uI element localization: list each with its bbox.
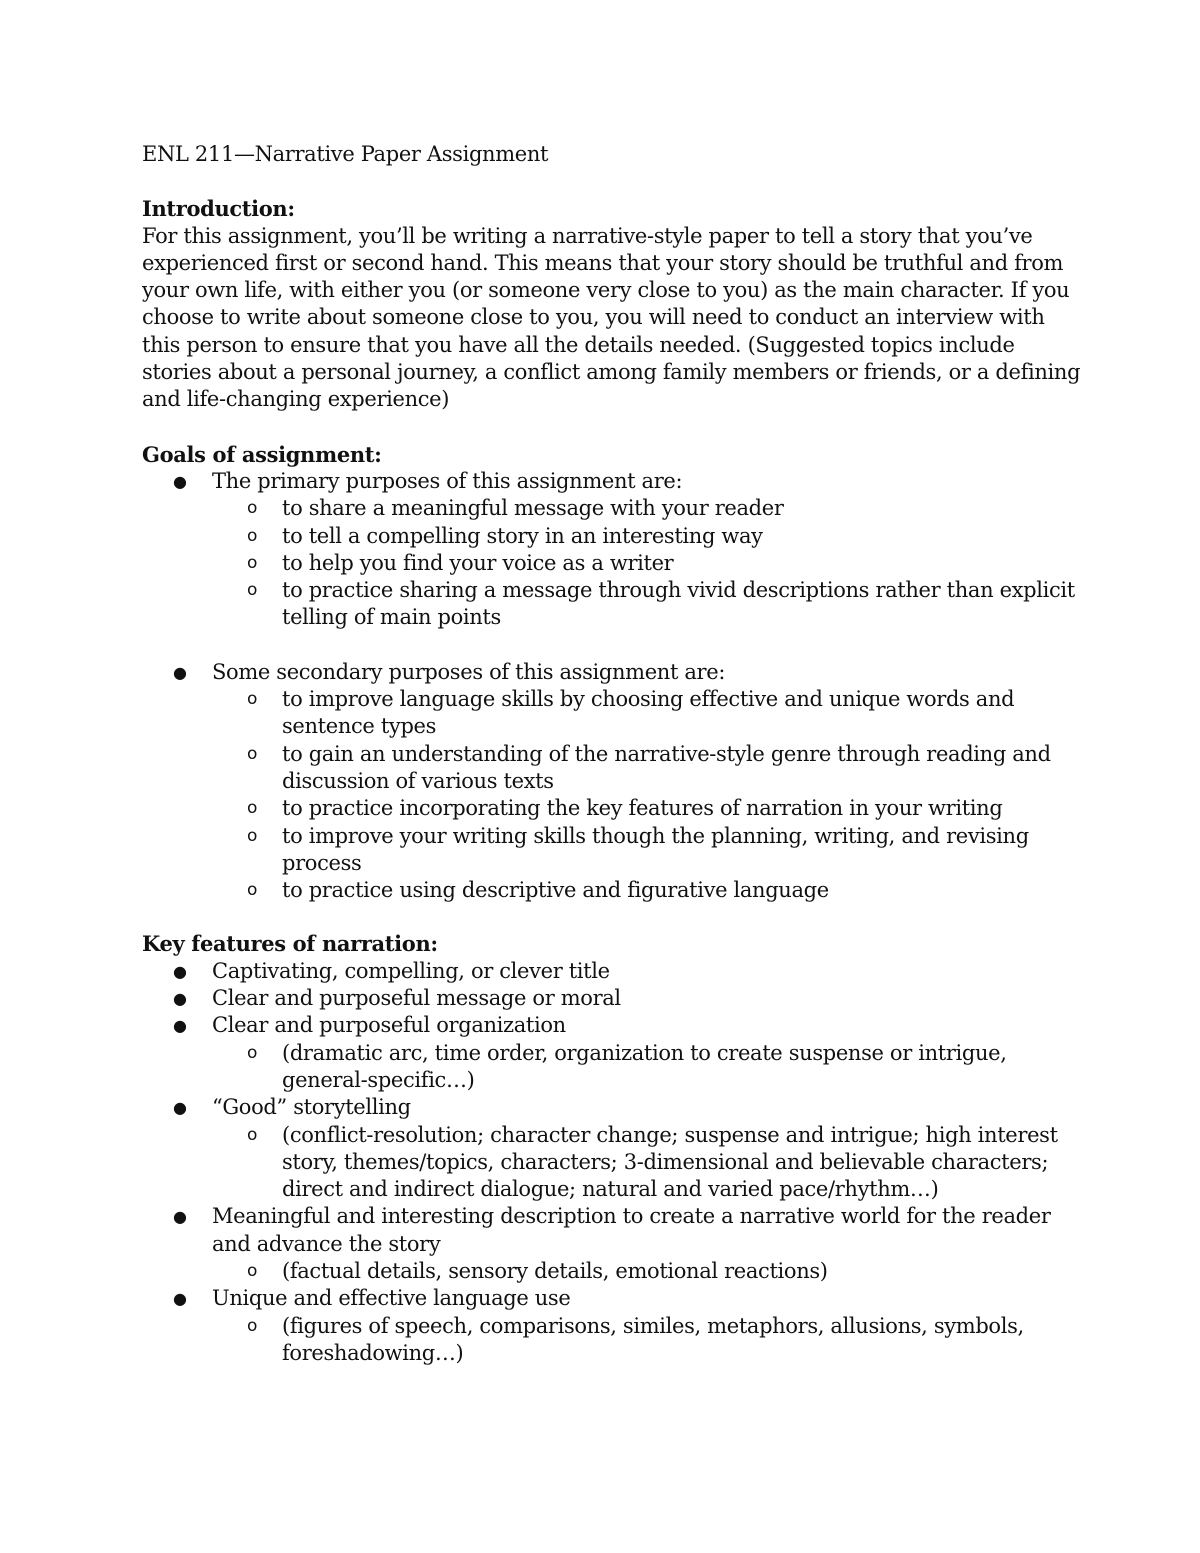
section-spacer <box>142 904 1082 930</box>
sub-list-item <box>212 1122 1082 1204</box>
circle-bullet-icon: o <box>247 1124 258 1145</box>
circle-bullet-icon: o <box>247 525 258 546</box>
document-page <box>142 141 1082 1367</box>
sub-item-text: (factual details, sensory details, emotional reactions) <box>282 1258 828 1283</box>
sub-list-item <box>212 577 1082 632</box>
feature-item <box>142 1203 1082 1285</box>
sub-list-item <box>212 877 1082 904</box>
bullet-icon: ● <box>173 1098 187 1118</box>
introduction-heading: Introduction: <box>142 196 295 222</box>
feature-item <box>142 985 1082 1012</box>
primary-purposes-item <box>142 468 1082 632</box>
feature-item <box>142 1012 1082 1094</box>
list-spacer <box>142 632 1082 659</box>
circle-bullet-icon: o <box>247 689 258 710</box>
sub-list-item <box>212 1313 1082 1368</box>
sub-list-item <box>212 1258 1082 1285</box>
sub-item-text: to practice incorporating the key features of narration in your writing <box>282 796 1003 821</box>
sub-list-item <box>212 795 1082 822</box>
circle-bullet-icon: o <box>247 1315 258 1336</box>
bullet-icon: ● <box>173 662 187 682</box>
feature-sublist <box>212 1040 1082 1095</box>
sub-list-item <box>212 523 1082 550</box>
bullet-icon: ● <box>173 1207 187 1227</box>
goals-heading: Goals of assignment: <box>142 441 382 467</box>
circle-bullet-icon: o <box>247 880 258 901</box>
sub-list-item <box>212 495 1082 522</box>
sub-list-item <box>212 741 1082 796</box>
introduction-text: For this assignment, you’ll be writing a narrative-style paper to tell a story that you’ve experienced first or second hand. This means that your story should be truthful and from your own life, with either you (or someone very close to you) as the main character. If you choose to write about someone close to you, you will need to conduct an interview with this person to ensure that you have all the details needed. (Suggested topics include stories about a personal journey, a conflict among family members or friends, or a defining and life-changing experience) <box>142 223 1081 412</box>
sub-item-text: to improve your writing skills though the planning, writing, and revising process <box>282 823 1029 875</box>
circle-bullet-icon: o <box>247 1260 258 1281</box>
feature-label: Clear and purposeful organization <box>212 1013 566 1038</box>
primary-purposes-sublist <box>212 495 1082 631</box>
goals-list <box>142 468 1082 904</box>
sub-list-item <box>212 823 1082 878</box>
circle-bullet-icon: o <box>247 498 258 519</box>
sub-list-item <box>212 550 1082 577</box>
circle-bullet-icon: o <box>247 798 258 819</box>
sub-item-text: to practice using descriptive and figurative language <box>282 878 829 903</box>
features-heading: Key features of narration: <box>142 931 438 957</box>
feature-item <box>142 1285 1082 1367</box>
document-title: ENL 211—Narrative Paper Assignment <box>142 142 549 166</box>
sub-item-text: (dramatic arc, time order, organization to create suspense or intrigue, general-specific…) <box>282 1040 1007 1092</box>
secondary-purposes-label: Some secondary purposes of this assignment are: <box>212 659 726 684</box>
sub-item-text: to practice sharing a message through vivid descriptions rather than explicit telling of main points <box>282 578 1075 630</box>
sub-item-text: to help you find your voice as a writer <box>282 550 674 575</box>
bullet-icon: ● <box>173 471 187 491</box>
secondary-purposes-sublist <box>212 686 1082 904</box>
sub-item-text: to improve language skills by choosing effective and unique words and sentence types <box>282 687 1015 739</box>
sub-item-text: to tell a compelling story in an interesting way <box>282 523 763 548</box>
sub-item-text: (conflict-resolution; character change; suspense and intrigue; high interest story, themes/topics, characters; 3-dimensional and believable characters; direct and indirect dialogue; natural and varied pace/rhythm…) <box>282 1122 1058 1202</box>
sub-item-text: (figures of speech, comparisons, similes, metaphors, allusions, symbols, foreshadowing…) <box>282 1313 1024 1365</box>
circle-bullet-icon: o <box>247 1042 258 1063</box>
feature-sublist <box>212 1313 1082 1368</box>
feature-label: Meaningful and interesting description to create a narrative world for the reader and advance the story <box>212 1204 1051 1256</box>
circle-bullet-icon: o <box>247 580 258 601</box>
sub-list-item <box>212 686 1082 741</box>
feature-sublist <box>212 1122 1082 1204</box>
features-list <box>142 958 1082 1367</box>
bullet-icon: ● <box>173 989 187 1009</box>
sub-item-text: to share a meaningful message with your reader <box>282 496 784 521</box>
bullet-icon: ● <box>173 1016 187 1036</box>
sub-item-text: to gain an understanding of the narrative-style genre through reading and discussion of various texts <box>282 741 1051 793</box>
bullet-icon: ● <box>173 1289 187 1309</box>
circle-bullet-icon: o <box>247 552 258 573</box>
feature-item <box>142 958 1082 985</box>
feature-label: “Good” storytelling <box>212 1095 411 1120</box>
sub-list-item <box>212 1040 1082 1095</box>
feature-label: Captivating, compelling, or clever title <box>212 958 610 983</box>
feature-label: Unique and effective language use <box>212 1286 571 1311</box>
bullet-icon: ● <box>173 961 187 981</box>
secondary-purposes-item <box>142 659 1082 905</box>
circle-bullet-icon: o <box>247 825 258 846</box>
primary-purposes-label: The primary purposes of this assignment are: <box>212 468 683 493</box>
feature-label: Clear and purposeful message or moral <box>212 986 621 1011</box>
circle-bullet-icon: o <box>247 743 258 764</box>
feature-item <box>142 1094 1082 1203</box>
feature-sublist <box>212 1258 1082 1285</box>
